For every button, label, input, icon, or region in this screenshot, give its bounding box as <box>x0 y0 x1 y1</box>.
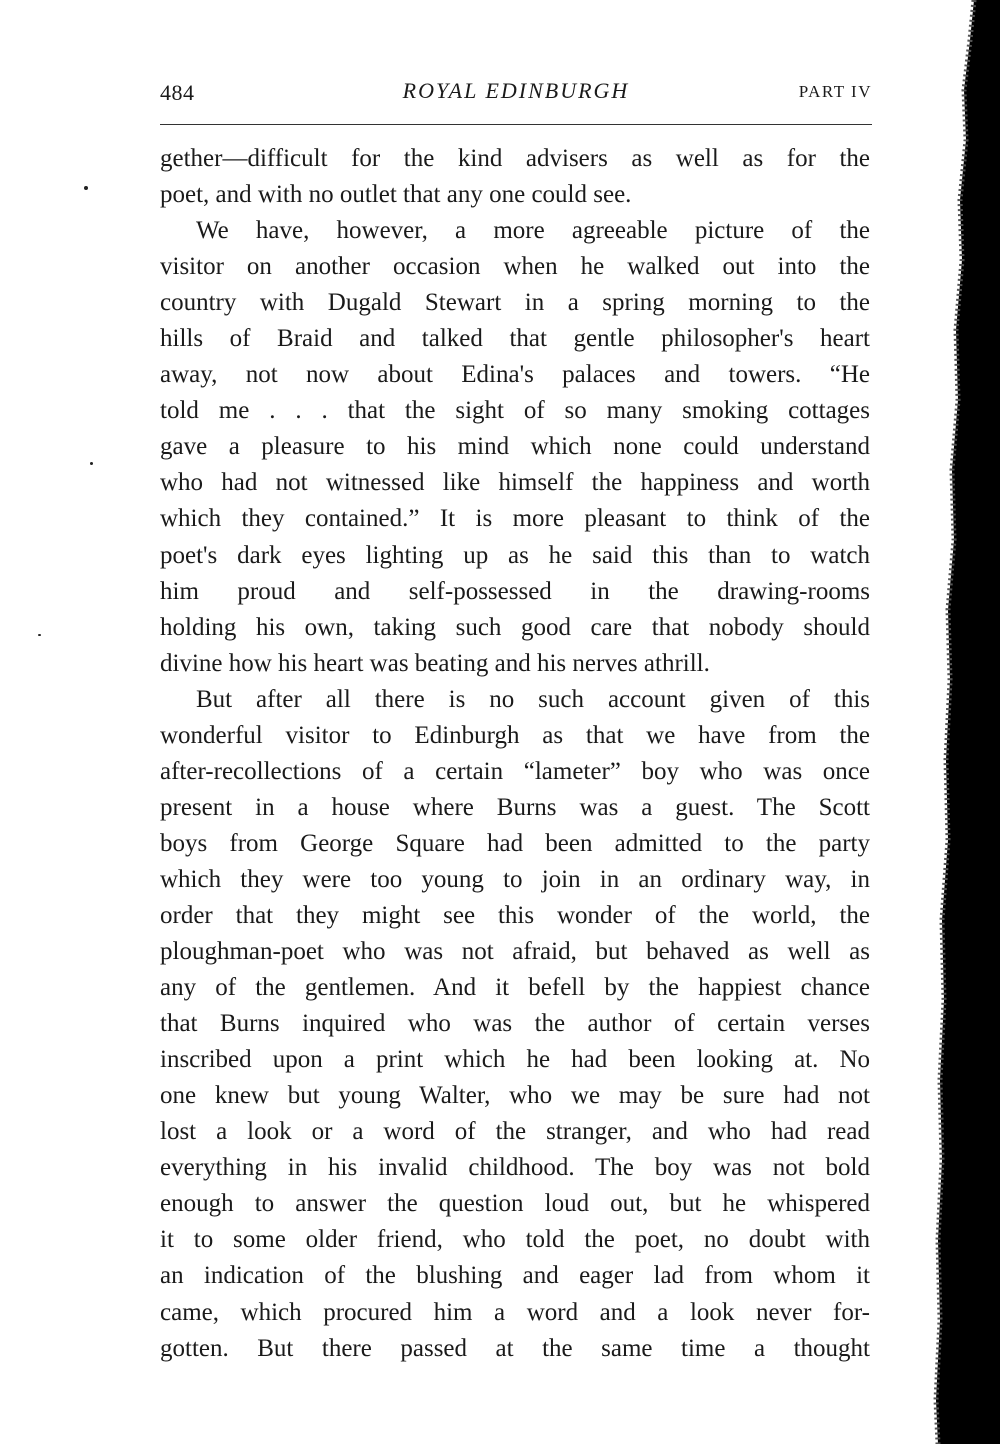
text-line: after-recollections of a certain “lameter” boy who was once <box>160 757 870 785</box>
text-line: it to some older friend, who told the poet, no doubt with <box>160 1226 870 1254</box>
text-line: who had not witnessed like himself the happiness and worth <box>160 469 870 497</box>
text-line: any of the gentlemen. And it befell by the happiest chance <box>160 974 870 1002</box>
text-line: gotten. But there passed at the same time a thought <box>160 1334 870 1362</box>
text-line: holding his own, taking such good care that nobody should <box>160 613 870 641</box>
text-line: one knew but young Walter, who we may be sure had not <box>160 1082 870 1110</box>
header-rule <box>160 124 872 125</box>
text-line: country with Dugald Stewart in a spring morning to the <box>160 289 870 317</box>
text-line: gether—difficult for the kind advisers as well as for the <box>160 145 870 172</box>
text-line: that Burns inquired who was the author of certain verses <box>160 1010 870 1038</box>
text-line: away, not now about Edina's palaces and towers. “He <box>160 361 870 389</box>
text-line: everything in his invalid childhood. The boy was not bold <box>160 1154 870 1182</box>
text-line: him proud and self-possessed in the drawing-rooms <box>160 577 870 605</box>
page-number: 484 <box>160 80 195 105</box>
text-line: gave a pleasure to his mind which none could understand <box>160 433 870 461</box>
ink-speck <box>90 462 93 465</box>
ink-speck <box>84 186 88 190</box>
text-line: But after all there is no such account given of this <box>196 685 870 713</box>
text-line: poet, and with no outlet that any one could see. <box>160 181 632 209</box>
text-line: divine how his heart was beating and his nerves athrill. <box>160 649 710 677</box>
text-line: order that they might see this wonder of the world, the <box>160 901 870 929</box>
text-line: an indication of the blushing and eager lad from whom it <box>160 1262 870 1290</box>
part-label: PART IV <box>798 82 872 101</box>
running-head <box>160 78 872 108</box>
text-line: inscribed upon a print which he had been looking at. No <box>160 1046 870 1074</box>
text-line: We have, however, a more agreeable picture of the <box>196 217 870 245</box>
text-line: boys from George Square had been admitted to the party <box>160 829 870 857</box>
page-edge-shadow <box>930 0 1000 1444</box>
text-line: which they contained.” It is more pleasant to think of the <box>160 505 870 533</box>
text-line: came, which procured him a word and a look never for- <box>160 1298 870 1326</box>
text-line: wonderful visitor to Edinburgh as that we have from the <box>160 721 870 749</box>
book-title: ROYAL EDINBURGH <box>402 78 630 103</box>
text-line: which they were too young to join in an ordinary way, in <box>160 865 870 893</box>
text-line: told me . . . that the sight of so many smoking cottages <box>160 397 870 425</box>
body-text <box>160 141 870 1367</box>
text-line: visitor on another occasion when he walked out into the <box>160 253 870 281</box>
text-line: ploughman-poet who was not afraid, but behaved as well as <box>160 938 870 966</box>
text-line: hills of Braid and talked that gentle philosopher's heart <box>160 325 870 353</box>
text-line: present in a house where Burns was a guest. The Scott <box>160 793 870 821</box>
ink-speck <box>38 634 41 636</box>
text-line: lost a look or a word of the stranger, and who had read <box>160 1118 870 1146</box>
text-line: poet's dark eyes lighting up as he said this than to watch <box>160 541 870 569</box>
text-line: enough to answer the question loud out, but he whispered <box>160 1190 870 1218</box>
